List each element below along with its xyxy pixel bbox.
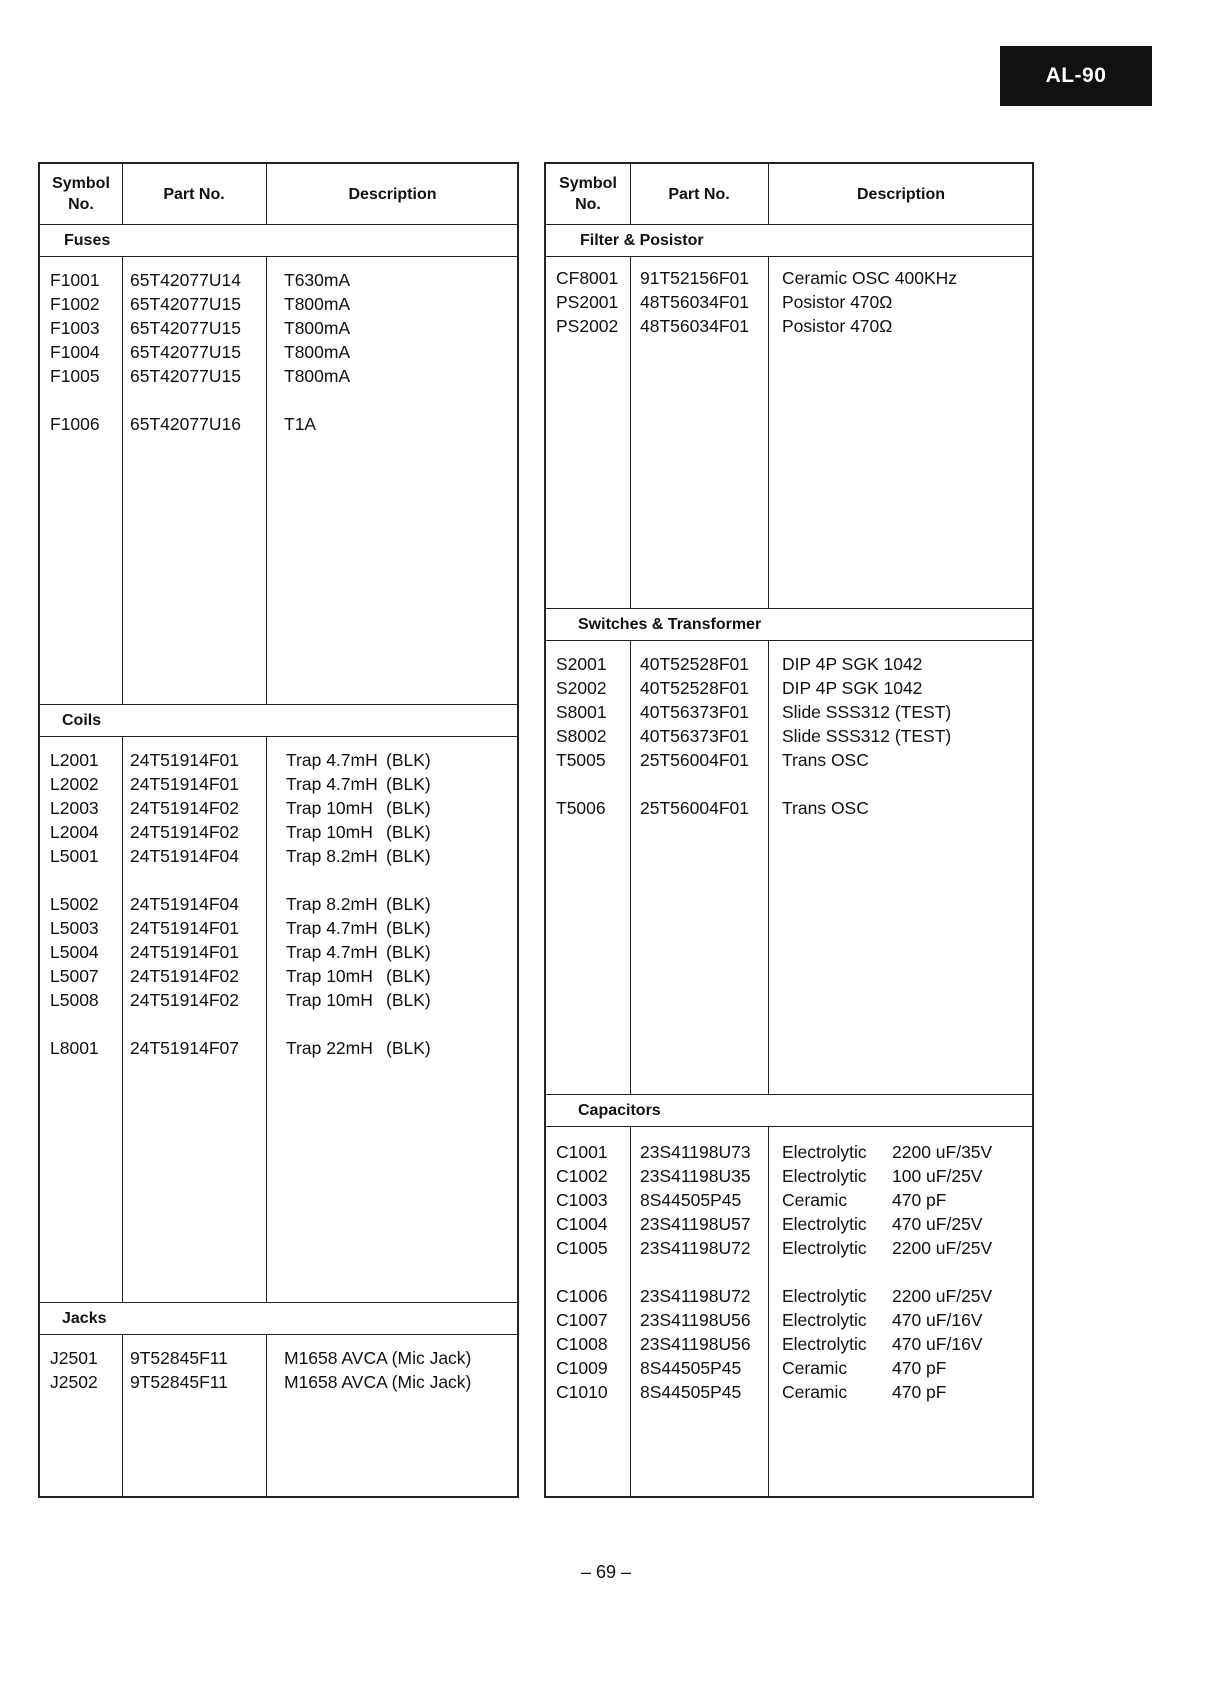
header-description: Description bbox=[348, 185, 437, 203]
section-jacks bbox=[40, 1346, 517, 1394]
table-row bbox=[40, 268, 517, 292]
header-part-no: Part No. bbox=[668, 185, 730, 203]
table-row bbox=[40, 772, 517, 796]
table-row bbox=[546, 1212, 1032, 1236]
part-no-cell: 24T51914F01 bbox=[130, 942, 239, 962]
part-no-cell: 24T51914F02 bbox=[130, 966, 239, 986]
description-cell: Trap 4.7mH bbox=[286, 774, 378, 794]
value-cell: 470 pF bbox=[892, 1190, 947, 1210]
description-cell: Electrolytic bbox=[782, 1310, 867, 1330]
table-row bbox=[40, 940, 517, 964]
value-cell: 470 uF/16V bbox=[892, 1310, 983, 1330]
symbol-cell: L2001 bbox=[50, 750, 99, 770]
part-no-cell: 40T56373F01 bbox=[640, 726, 749, 746]
value-cell: (BLK) bbox=[386, 990, 431, 1010]
description-cell: Posistor 470Ω bbox=[782, 316, 893, 336]
part-no-cell: 24T51914F02 bbox=[130, 822, 239, 842]
part-no-cell: 65T42077U15 bbox=[130, 318, 241, 338]
table-row bbox=[546, 266, 1032, 290]
value-cell: (BLK) bbox=[386, 942, 431, 962]
part-no-cell: 24T51914F01 bbox=[130, 750, 239, 770]
description-cell: Electrolytic bbox=[782, 1238, 867, 1258]
symbol-cell: C1008 bbox=[556, 1334, 608, 1354]
table-row bbox=[546, 1332, 1032, 1356]
model-badge: AL-90 bbox=[1000, 46, 1152, 106]
part-no-cell: 23S41198U57 bbox=[640, 1214, 751, 1234]
description-cell: Ceramic bbox=[782, 1382, 848, 1402]
table-row bbox=[40, 820, 517, 844]
section-title-capacitors: Capacitors bbox=[546, 1094, 1032, 1127]
symbol-cell: C1007 bbox=[556, 1310, 608, 1330]
description-cell: Electrolytic bbox=[782, 1166, 867, 1186]
value-cell: 2200 uF/25V bbox=[892, 1286, 993, 1306]
table-row bbox=[546, 1140, 1032, 1164]
symbol-cell: L8001 bbox=[50, 1038, 99, 1058]
description-cell: Trans OSC bbox=[782, 750, 869, 770]
table-row bbox=[546, 700, 1032, 724]
table-row bbox=[40, 892, 517, 916]
description-cell: DIP 4P SGK 1042 bbox=[782, 678, 923, 698]
value-cell: (BLK) bbox=[386, 798, 431, 818]
value-cell: (BLK) bbox=[386, 966, 431, 986]
part-no-cell: 65T42077U15 bbox=[130, 342, 241, 362]
section-switches-transformer bbox=[546, 652, 1032, 820]
part-no-cell: 25T56004F01 bbox=[640, 798, 749, 818]
value-cell: 2200 uF/35V bbox=[892, 1142, 993, 1162]
part-no-cell: 91T52156F01 bbox=[640, 268, 749, 288]
part-no-cell: 65T42077U14 bbox=[130, 270, 241, 290]
symbol-cell: PS2002 bbox=[556, 316, 619, 336]
description-cell: T800mA bbox=[284, 342, 351, 362]
part-no-cell: 8S44505P45 bbox=[640, 1382, 742, 1402]
description-cell: Electrolytic bbox=[782, 1334, 867, 1354]
symbol-cell: F1002 bbox=[50, 294, 100, 314]
symbol-cell: L5004 bbox=[50, 942, 99, 962]
symbol-cell: L2003 bbox=[50, 798, 99, 818]
part-no-cell: 65T42077U15 bbox=[130, 366, 241, 386]
symbol-cell: C1005 bbox=[556, 1238, 608, 1258]
description-cell: Trap 4.7mH bbox=[286, 942, 378, 962]
description-cell: Ceramic OSC 400KHz bbox=[782, 268, 958, 288]
symbol-cell: C1004 bbox=[556, 1214, 608, 1234]
symbol-cell: S2002 bbox=[556, 678, 607, 698]
table-row bbox=[546, 1188, 1032, 1212]
symbol-cell: C1009 bbox=[556, 1358, 608, 1378]
part-no-cell: 23S41198U72 bbox=[640, 1238, 751, 1258]
symbol-cell: L2002 bbox=[50, 774, 99, 794]
symbol-cell: F1005 bbox=[50, 366, 100, 386]
value-cell: 470 pF bbox=[892, 1382, 947, 1402]
description-cell: T800mA bbox=[284, 366, 351, 386]
section-fuses bbox=[40, 268, 517, 436]
part-no-cell: 24T51914F01 bbox=[130, 918, 239, 938]
value-cell: (BLK) bbox=[386, 774, 431, 794]
table-row bbox=[546, 1164, 1032, 1188]
table-row bbox=[546, 1356, 1032, 1380]
section-filter-posistor bbox=[546, 266, 1032, 338]
part-no-cell: 24T51914F02 bbox=[130, 990, 239, 1010]
part-no-cell: 23S41198U72 bbox=[640, 1286, 751, 1306]
symbol-cell: T5005 bbox=[556, 750, 606, 770]
description-cell: Electrolytic bbox=[782, 1142, 867, 1162]
symbol-cell: F1001 bbox=[50, 270, 100, 290]
section-title-fuses: Fuses bbox=[40, 224, 517, 257]
symbol-cell: C1002 bbox=[556, 1166, 608, 1186]
description-cell: Posistor 470Ω bbox=[782, 292, 893, 312]
symbol-cell: S2001 bbox=[556, 654, 607, 674]
description-cell: M1658 AVCA (Mic Jack) bbox=[284, 1348, 472, 1368]
value-cell: 470 uF/16V bbox=[892, 1334, 983, 1354]
table-row bbox=[40, 916, 517, 940]
part-no-cell: 40T52528F01 bbox=[640, 678, 749, 698]
page-number: – 69 – bbox=[580, 1562, 632, 1582]
description-cell: Trap 4.7mH bbox=[286, 750, 378, 770]
symbol-cell: L5001 bbox=[50, 846, 99, 866]
value-cell: (BLK) bbox=[386, 846, 431, 866]
description-cell: Ceramic bbox=[782, 1358, 848, 1378]
value-cell: (BLK) bbox=[386, 822, 431, 842]
part-no-cell: 8S44505P45 bbox=[640, 1190, 742, 1210]
table-row bbox=[40, 1036, 517, 1060]
description-cell: Electrolytic bbox=[782, 1214, 867, 1234]
table-row bbox=[40, 988, 517, 1012]
part-no-cell: 25T56004F01 bbox=[640, 750, 749, 770]
part-no-cell: 23S41198U56 bbox=[640, 1334, 751, 1354]
part-no-cell: 23S41198U73 bbox=[640, 1142, 751, 1162]
description-cell: DIP 4P SGK 1042 bbox=[782, 654, 923, 674]
part-no-cell: 24T51914F07 bbox=[130, 1038, 239, 1058]
table-row bbox=[546, 748, 1032, 772]
value-cell: 2200 uF/25V bbox=[892, 1238, 993, 1258]
symbol-cell: F1004 bbox=[50, 342, 100, 362]
description-cell: Electrolytic bbox=[782, 1286, 867, 1306]
symbol-cell: J2501 bbox=[50, 1348, 98, 1368]
part-no-cell: 65T42077U16 bbox=[130, 414, 241, 434]
description-cell: T1A bbox=[284, 414, 317, 434]
description-cell: Slide SSS312 (TEST) bbox=[782, 726, 952, 746]
part-no-cell: 40T56373F01 bbox=[640, 702, 749, 722]
table-row bbox=[546, 724, 1032, 748]
section-title-coils: Coils bbox=[40, 704, 517, 737]
table-row bbox=[40, 1346, 517, 1370]
part-no-cell: 48T56034F01 bbox=[640, 292, 749, 312]
description-cell: T630mA bbox=[284, 270, 351, 290]
table-row bbox=[40, 796, 517, 820]
symbol-cell: L2004 bbox=[50, 822, 99, 842]
table-row bbox=[546, 796, 1032, 820]
table-row bbox=[546, 1308, 1032, 1332]
table-row bbox=[40, 1370, 517, 1394]
part-no-cell: 24T51914F01 bbox=[130, 774, 239, 794]
header-description: Description bbox=[856, 185, 945, 203]
table-row bbox=[40, 316, 517, 340]
description-cell: Trap 10mH bbox=[286, 966, 373, 986]
header-part-no: Part No. bbox=[163, 185, 225, 203]
symbol-cell: C1006 bbox=[556, 1286, 608, 1306]
part-no-cell: 24T51914F02 bbox=[130, 798, 239, 818]
symbol-cell: CF8001 bbox=[556, 268, 619, 288]
description-cell: Trap 22mH bbox=[286, 1038, 373, 1058]
part-no-cell: 9T52845F11 bbox=[130, 1348, 228, 1368]
header-symbol-no: Symbol No. bbox=[52, 175, 110, 213]
description-cell: Ceramic bbox=[782, 1190, 848, 1210]
value-cell: (BLK) bbox=[386, 1038, 431, 1058]
description-cell: Trap 8.2mH bbox=[286, 846, 378, 866]
value-cell: (BLK) bbox=[386, 894, 431, 914]
table-row bbox=[546, 1236, 1032, 1260]
description-cell: Trap 10mH bbox=[286, 990, 373, 1010]
part-no-cell: 9T52845F11 bbox=[130, 1372, 228, 1392]
part-no-cell: 24T51914F04 bbox=[130, 894, 239, 914]
part-no-cell: 65T42077U15 bbox=[130, 294, 241, 314]
symbol-cell: L5002 bbox=[50, 894, 99, 914]
parts-table-left bbox=[38, 162, 519, 1498]
table-row bbox=[40, 964, 517, 988]
symbol-cell: F1006 bbox=[50, 414, 100, 434]
part-no-cell: 48T56034F01 bbox=[640, 316, 749, 336]
part-no-cell: 23S41198U56 bbox=[640, 1310, 751, 1330]
table-row bbox=[40, 340, 517, 364]
symbol-cell: L5008 bbox=[50, 990, 99, 1010]
table-row bbox=[546, 652, 1032, 676]
description-cell: M1658 AVCA (Mic Jack) bbox=[284, 1372, 472, 1392]
description-cell: Trans OSC bbox=[782, 798, 869, 818]
section-title-switches-transformer: Switches & Transformer bbox=[546, 608, 1032, 641]
symbol-cell: L5003 bbox=[50, 918, 99, 938]
section-title-jacks: Jacks bbox=[40, 1302, 517, 1335]
description-cell: Trap 10mH bbox=[286, 798, 373, 818]
table-row bbox=[40, 748, 517, 772]
value-cell: 100 uF/25V bbox=[892, 1166, 983, 1186]
description-cell: Trap 4.7mH bbox=[286, 918, 378, 938]
symbol-cell: S8001 bbox=[556, 702, 607, 722]
symbol-cell: S8002 bbox=[556, 726, 607, 746]
description-cell: T800mA bbox=[284, 318, 351, 338]
symbol-cell: J2502 bbox=[50, 1372, 98, 1392]
table-row bbox=[546, 1284, 1032, 1308]
section-title-filter-posistor: Filter & Posistor bbox=[546, 224, 1032, 257]
table-row bbox=[40, 412, 517, 436]
part-no-cell: 8S44505P45 bbox=[640, 1358, 742, 1378]
description-cell: Trap 10mH bbox=[286, 822, 373, 842]
symbol-cell: C1001 bbox=[556, 1142, 608, 1162]
symbol-cell: T5006 bbox=[556, 798, 606, 818]
symbol-cell: F1003 bbox=[50, 318, 100, 338]
part-no-cell: 23S41198U35 bbox=[640, 1166, 751, 1186]
part-no-cell: 24T51914F04 bbox=[130, 846, 239, 866]
description-cell: Trap 8.2mH bbox=[286, 894, 378, 914]
section-coils bbox=[40, 748, 517, 1060]
value-cell: 470 pF bbox=[892, 1358, 947, 1378]
symbol-cell: L5007 bbox=[50, 966, 99, 986]
table-row bbox=[40, 364, 517, 388]
description-cell: T800mA bbox=[284, 294, 351, 314]
parts-table-right bbox=[544, 162, 1034, 1498]
table-row bbox=[546, 314, 1032, 338]
table-row bbox=[40, 844, 517, 868]
section-capacitors bbox=[546, 1140, 1032, 1404]
value-cell: (BLK) bbox=[386, 918, 431, 938]
symbol-cell: PS2001 bbox=[556, 292, 619, 312]
symbol-cell: C1010 bbox=[556, 1382, 608, 1402]
table-row bbox=[40, 292, 517, 316]
value-cell: 470 uF/25V bbox=[892, 1214, 983, 1234]
value-cell: (BLK) bbox=[386, 750, 431, 770]
header-symbol-no: Symbol No. bbox=[559, 175, 617, 213]
description-cell: Slide SSS312 (TEST) bbox=[782, 702, 952, 722]
table-row bbox=[546, 676, 1032, 700]
part-no-cell: 40T52528F01 bbox=[640, 654, 749, 674]
table-row bbox=[546, 290, 1032, 314]
table-row bbox=[546, 1380, 1032, 1404]
symbol-cell: C1003 bbox=[556, 1190, 608, 1210]
